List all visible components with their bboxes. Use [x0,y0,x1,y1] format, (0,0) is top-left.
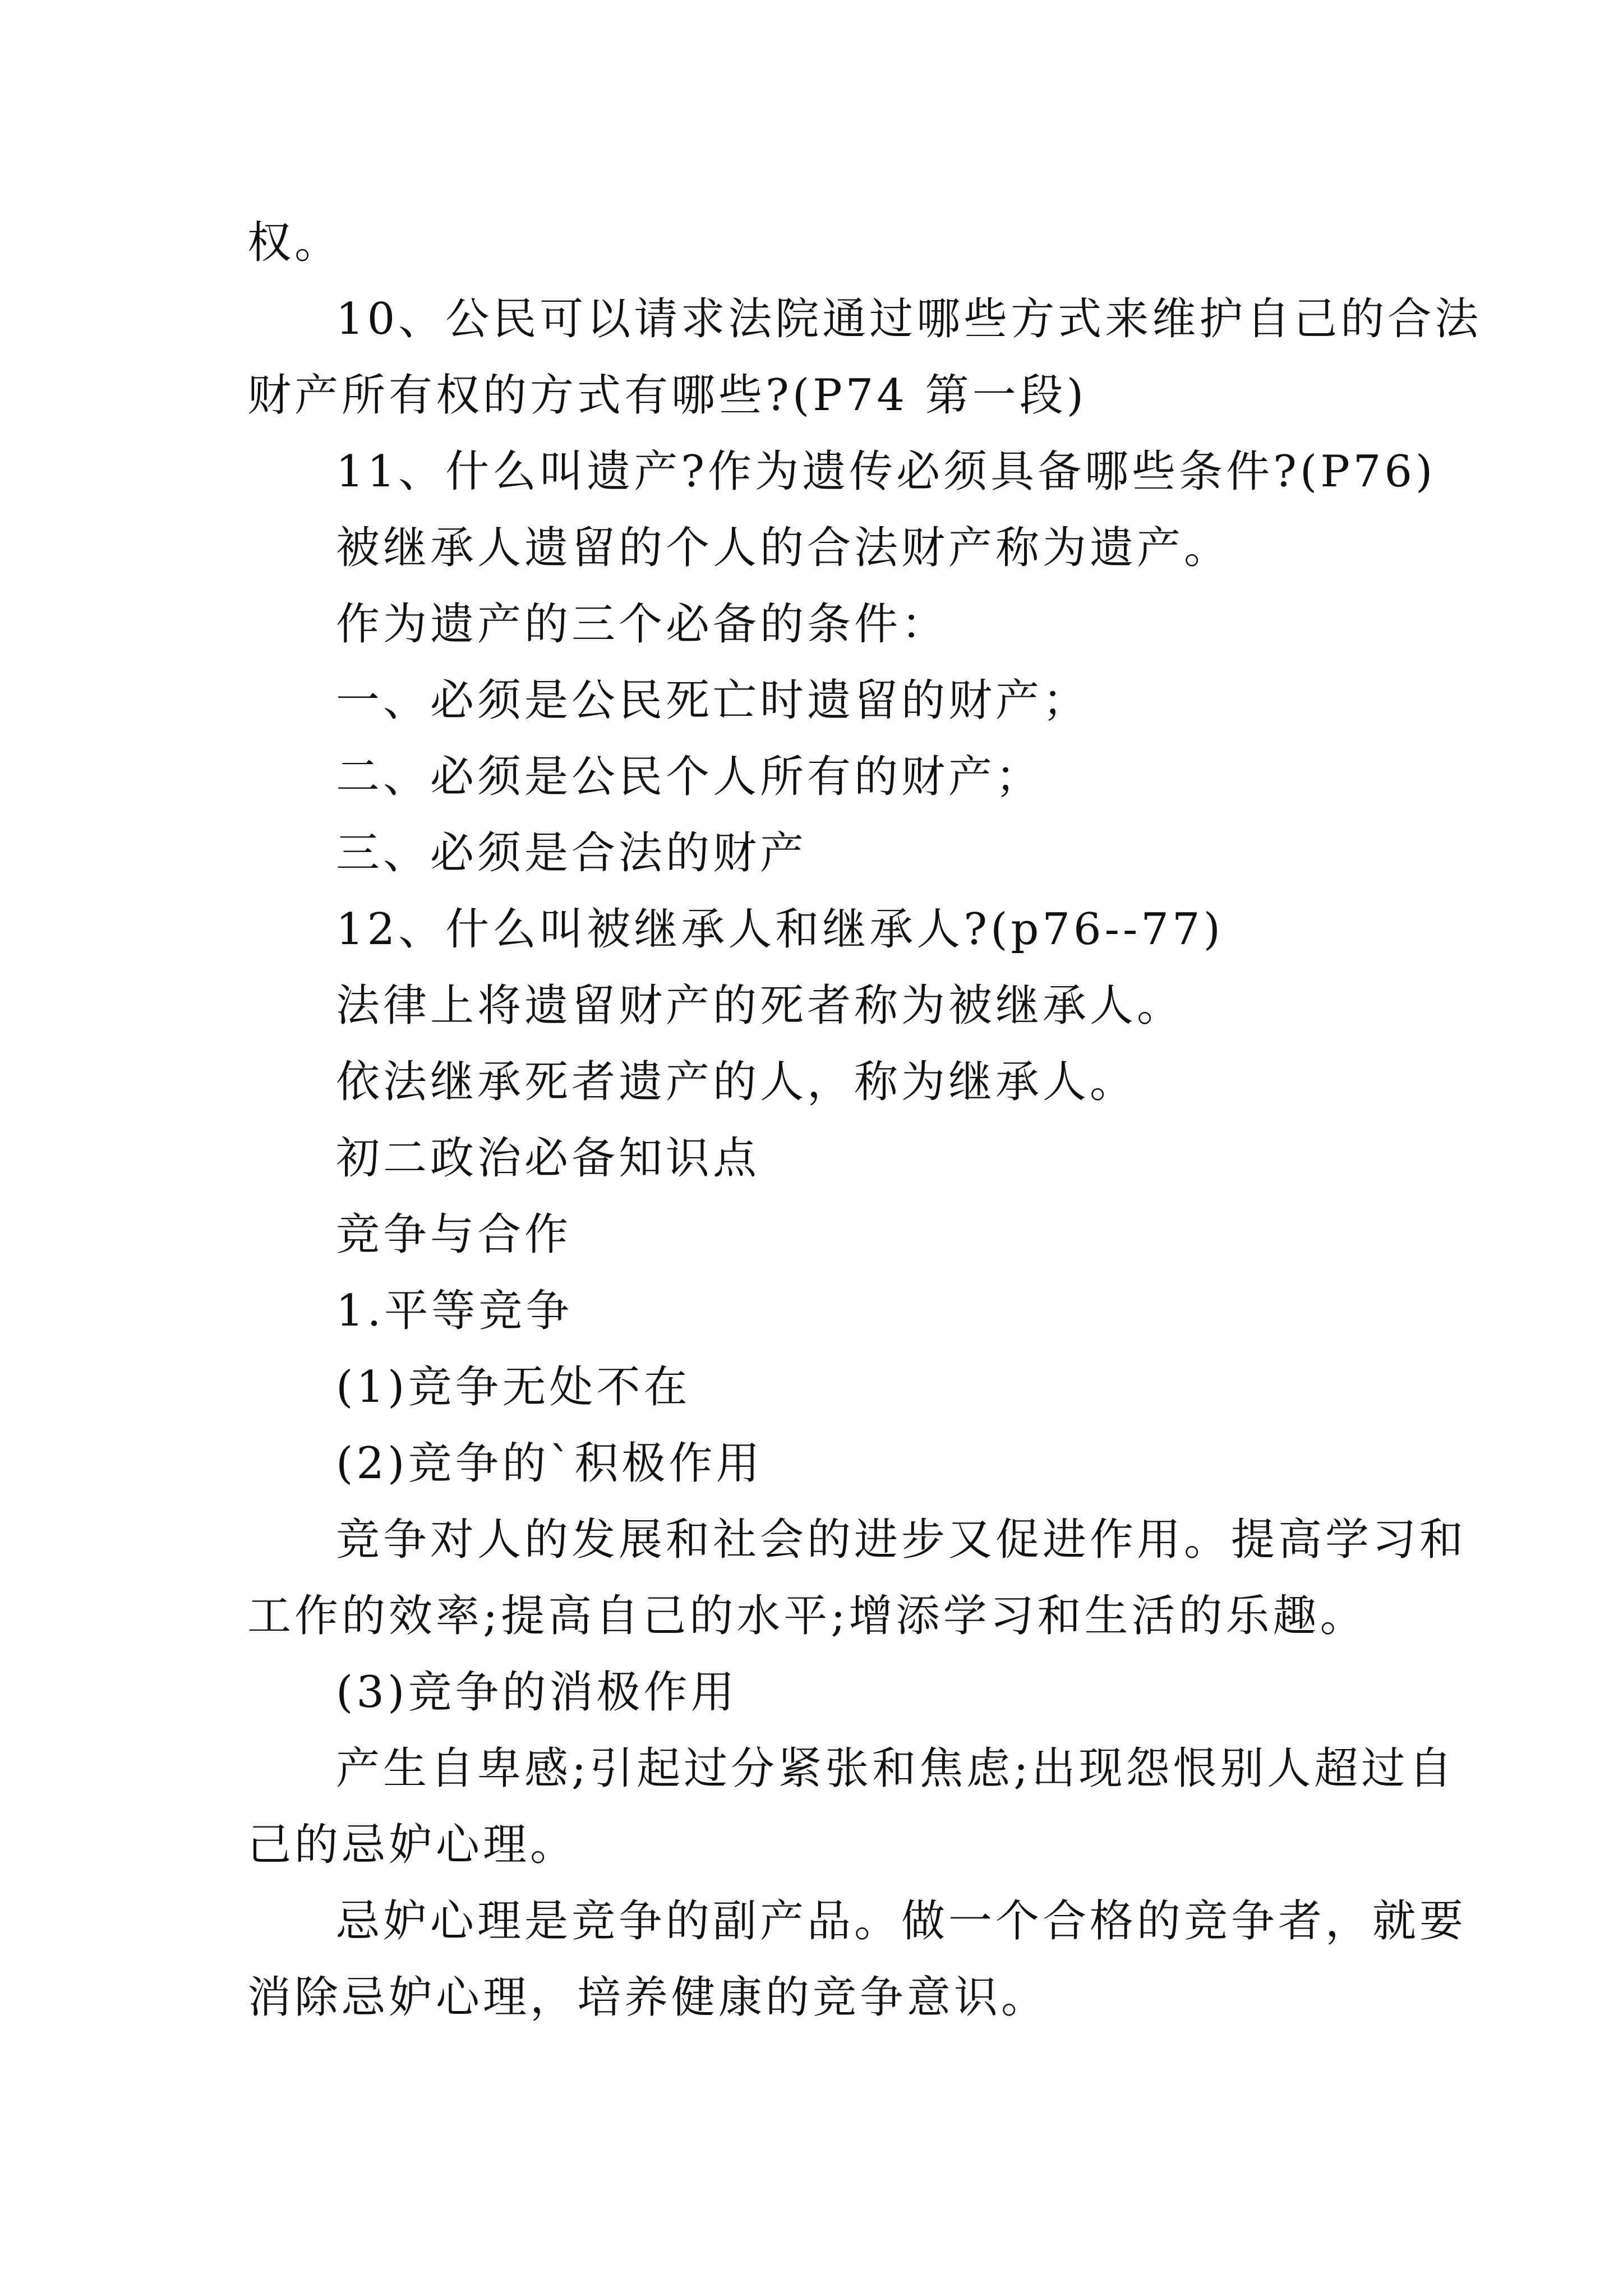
text-line: 工作的效率;提高自己的水平;增添学习和生活的乐趣。 [247,1591,1367,1641]
text-line: (2)竞争的`积极作用 [336,1438,763,1489]
text-line: 己的忌妒心理。 [247,1820,578,1870]
text-line: 1.平等竞争 [336,1286,573,1336]
text-line: 依法继承死者遗产的人，称为继承人。 [336,1057,1137,1107]
text-line: 12、什么叫被继承人和继承人?(p76--77) [336,904,1224,955]
text-line: 11、什么叫遗产?作为遗传必须具备哪些条件?(P76) [336,447,1436,497]
text-line: 三、必须是合法的财产 [336,828,808,878]
text-line: 作为遗产的三个必备的条件： [336,599,949,650]
text-line: 二、必须是公民个人所有的财产； [336,752,1043,802]
text-line: 忌妒心理是竞争的副产品。做一个合格的竞争者，就要 [336,1896,1467,1947]
text-line: 竞争对人的发展和社会的进步又促进作用。提高学习和 [336,1515,1467,1565]
text-line: 消除忌妒心理，培养健康的竞争意识。 [247,1972,1049,2023]
text-line: 法律上将遗留财产的死者称为被继承人。 [336,981,1184,1031]
section-heading: 初二政治必备知识点 [336,1133,760,1184]
text-line: (3)竞争的消极作用 [336,1667,738,1718]
text-line: 产生自卑感;引起过分紧张和焦虑;出现怨恨别人超过自 [336,1743,1456,1794]
section-heading: 竞争与合作 [336,1209,572,1260]
text-line: 10、公民可以请求法院通过哪些方式来维护自己的合法 [336,294,1482,344]
text-line: 被继承人遗留的个人的合法财产称为遗产。 [336,523,1232,573]
text-line: (1)竞争无处不在 [336,1362,691,1412]
text-line: 财产所有权的方式有哪些?(P74 第一段) [247,370,1087,421]
document-body [247,205,1482,2036]
text-line: 一、必须是公民死亡时遗留的财产； [336,675,1090,726]
text-line: 权。 [247,218,342,268]
